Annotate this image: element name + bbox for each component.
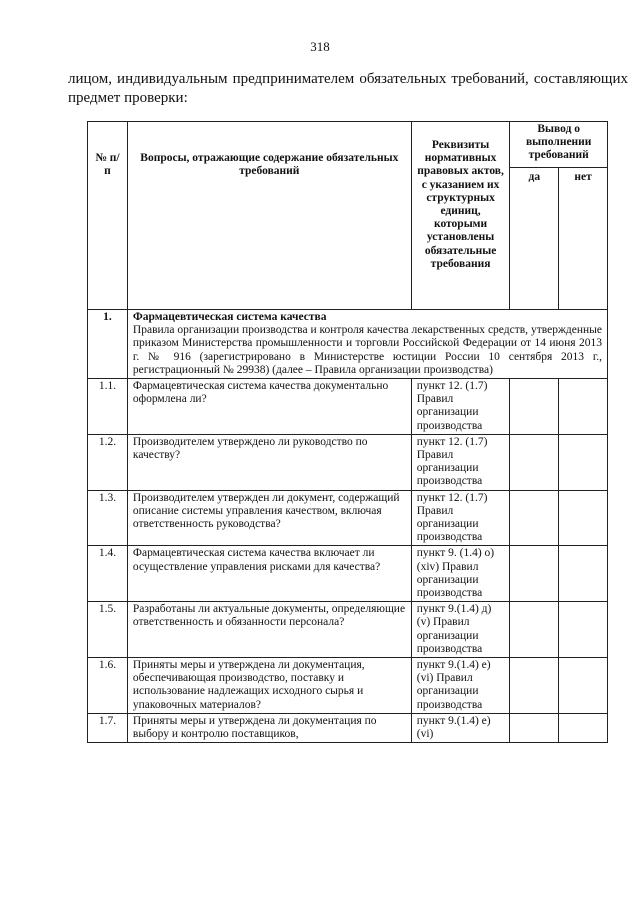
row-no-cell[interactable] [559,713,608,742]
section-title: Фармацевтическая система качества [132,311,327,323]
row-question: Производителем утверждено ли руководство по качеству? [127,434,411,490]
header-no: нет [559,168,608,310]
row-question: Фармацевтическая система качества документально оформлена ли? [127,379,411,435]
table-row [88,602,608,658]
section-cell [127,310,607,379]
row-yes-cell[interactable] [510,490,559,546]
header-yes: да [510,168,559,310]
row-question: Фармацевтическая система качества включает ли осуществление управления рисками для качества? [127,546,411,602]
row-requisite: пункт 9. (1.4) о) (xiv) Правил организации производства [411,546,510,602]
row-no-cell[interactable] [559,658,608,714]
row-num: 1.1. [88,379,128,435]
row-yes-cell[interactable] [510,546,559,602]
row-question: Разработаны ли актуальные документы, определяющие ответственность и обязанности персонала? [127,602,411,658]
row-yes-cell[interactable] [510,602,559,658]
row-no-cell[interactable] [559,546,608,602]
section-text: Правила организации производства и контроля качества лекарственных средств, утвержденные приказом Министерства промышленности и торговли Российской Федерации от 14 июня 2013 г. № 916 (зарегистрировано в Министерстве юстиции России 10 сентября 2013 г., регистрационный № 29938) (далее – Правила организации производства) [132,324,602,376]
row-requisite: пункт 12. (1.7) Правил организации производства [411,379,510,435]
row-num: 1.2. [88,434,128,490]
section-num: 1. [88,310,128,379]
row-yes-cell[interactable] [510,658,559,714]
table-row [88,434,608,490]
header-requisites: Реквизиты нормативных правовых актов, с указанием их структурных единиц, которыми установлены обязательные требования [411,122,510,310]
row-question: Приняты меры и утверждена ли документация по выбору и контролю поставщиков, [127,713,411,742]
header-question: Вопросы, отражающие содержание обязательных требований [127,122,411,310]
row-requisite: пункт 12. (1.7) Правил организации производства [411,434,510,490]
row-num: 1.5. [88,602,128,658]
row-requisite: пункт 9.(1.4) е) (vi) Правил организации производства [411,658,510,714]
table-row [88,713,608,742]
row-num: 1.3. [88,490,128,546]
row-yes-cell[interactable] [510,713,559,742]
header-num: № п/п [88,122,128,310]
table-row [88,490,608,546]
section-row [88,310,608,379]
row-yes-cell[interactable] [510,379,559,435]
table-row [88,658,608,714]
row-no-cell[interactable] [559,490,608,546]
row-yes-cell[interactable] [510,434,559,490]
row-no-cell[interactable] [559,602,608,658]
table-header-row [88,122,608,168]
row-requisite: пункт 9.(1.4) е) (vi) [411,713,510,742]
row-num: 1.7. [88,713,128,742]
row-requisite: пункт 12. (1.7) Правил организации производства [411,490,510,546]
row-no-cell[interactable] [559,434,608,490]
requirements-table [87,121,608,743]
row-requisite: пункт 9.(1.4) д) (v) Правил организации производства [411,602,510,658]
row-question: Производителем утвержден ли документ, содержащий описание системы управления качеством, включая ответственность руководства? [127,490,411,546]
row-question: Приняты меры и утверждена ли документация, обеспечивающая производство, поставку и использование надлежащих исходного сырья и упаковочных материалов? [127,658,411,714]
table-row [88,379,608,435]
page-number: 318 [310,39,330,54]
header-conclusion: Вывод о выполнении требований [510,122,608,168]
table-row [88,546,608,602]
row-num: 1.4. [88,546,128,602]
row-num: 1.6. [88,658,128,714]
intro-paragraph: лицом, индивидуальным предпринимателем обязательных требований, составляющих предмет проверки: [68,71,628,106]
row-no-cell[interactable] [559,379,608,435]
